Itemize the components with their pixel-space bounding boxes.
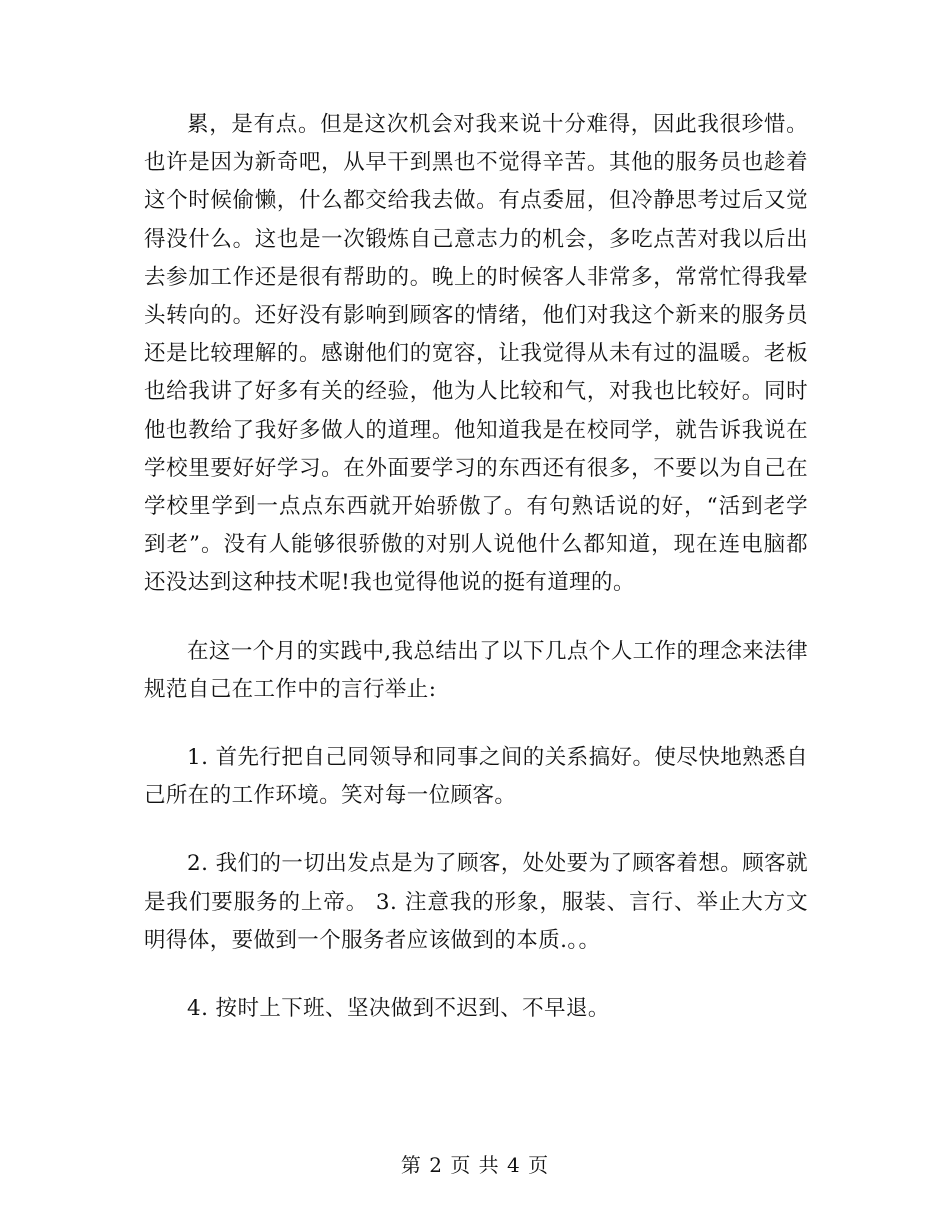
paragraph-work-principles-intro: 在这一个月的实践中,我总结出了以下几点个人工作的理念来法律规范自己在工作中的言行举止: — [144, 638, 808, 702]
page-number-footer: 第 2 页 共 4 页 — [400, 1153, 550, 1177]
paragraph-work-experience: 累，是有点。但是这次机会对我来说十分难得，因此我很珍惜。也许是因为新奇吧，从早干到黑也不觉得辛苦。其他的服务员也趁着这个时候偷懒，什么都交给我去做。有点委屈，但冷静思考过后又觉得没什么。这也是一次锻炼自己意志力的机会，多吃点苦对我以后出去参加工作还是很有帮助的。晚上的时候客人非常多，常常忙得我晕头转向的。还好没有影响到顾客的情绪，他们对我这个新来的服务员还是比较理解的。感谢他们的宽容，让我觉得从未有过的温暖。老板也给我讲了好多有关的经验，他为人比较和气，对我也比较好。同时他也教给了我好多做人的道理。他知道我是在校同学，就告诉我说在学校里要好好学习。在外面要学习的东西还有很多，不要以为自己在学校里学到一点点东西就开始骄傲了。有句熟话说的好，“活到老学到老”。没有人能够很骄傲的对别人说他什么都知道，现在连电脑都还没达到这种技术呢!我也觉得他说的挺有道理的。 — [144, 112, 808, 596]
paragraph-principle-2-3: 2. 我们的一切出发点是为了顾客，处处要为了顾客着想。顾客就是我们要服务的上帝。 3. 注意我的形象，服装、言行、举止大方文明得体，要做到一个服务者应该做到的本质.。。 — [144, 851, 808, 953]
page-body — [144, 106, 808, 1028]
paragraph-principle-1: 1. 首先行把自己同领导和同事之间的关系搞好。使尽快地熟悉自己所在的工作环境。笑对每一位顾客。 — [144, 745, 808, 809]
paragraph-principle-4: 4. 按时上下班、坚决做到不迟到、不早退。 — [187, 996, 610, 1022]
